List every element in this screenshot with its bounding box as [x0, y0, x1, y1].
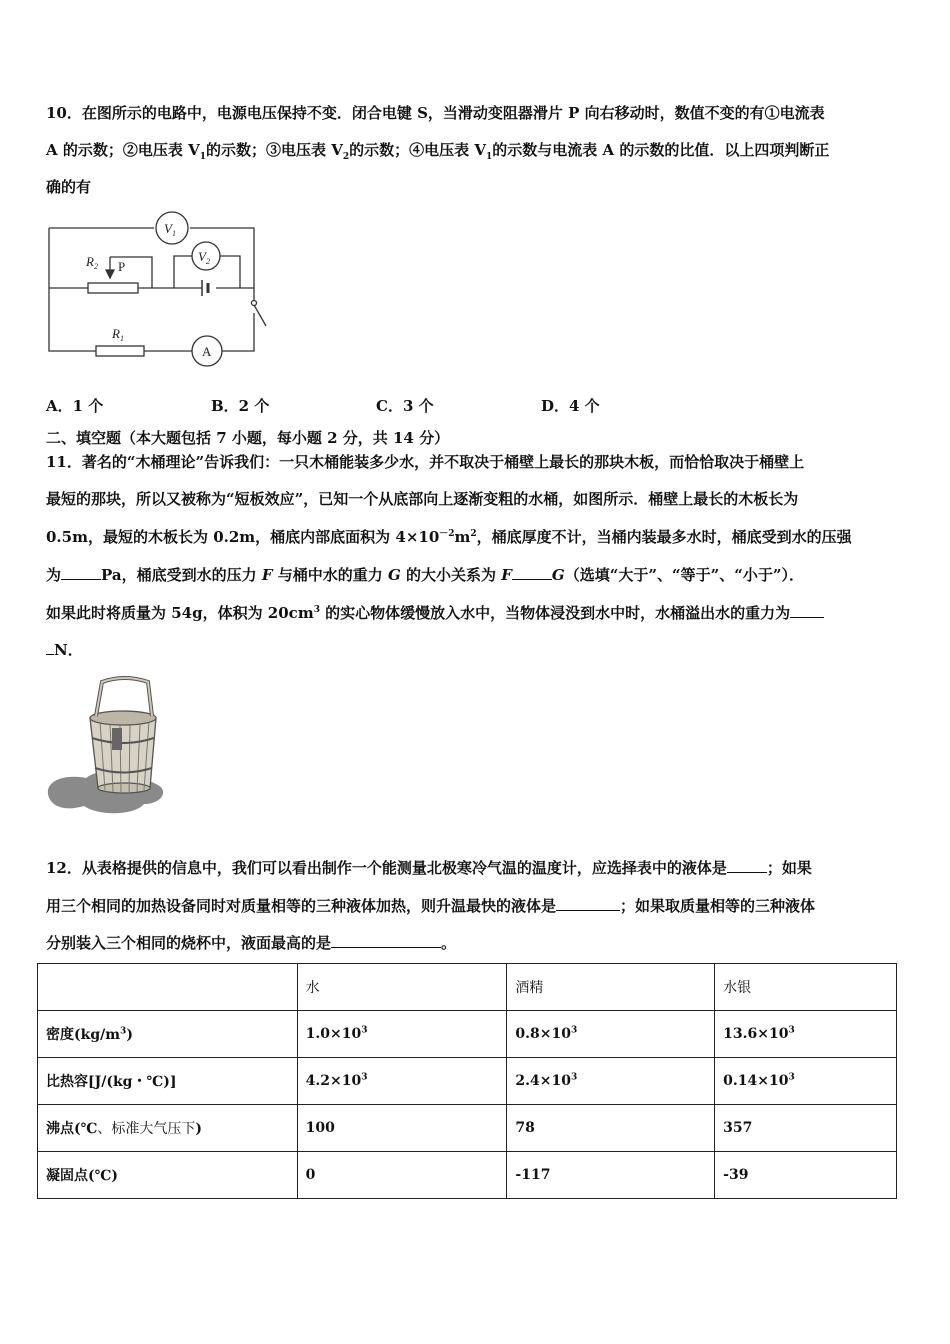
voltmeter-v1-icon: [156, 212, 188, 244]
table-cell: 357: [715, 1105, 897, 1152]
answer-blank-highest[interactable]: [331, 933, 441, 948]
svg-text:V2: $V_2$: [198, 249, 210, 266]
table-cell: 100: [297, 1105, 507, 1152]
row-label: 凝固点(℃): [38, 1152, 298, 1199]
circuit-diagram: [44, 208, 274, 374]
option-a[interactable]: A．1 个: [46, 397, 104, 415]
resistor-r1: [96, 346, 144, 356]
table-header-cell: 水: [297, 964, 507, 1011]
table-row: [38, 1058, 897, 1105]
answer-blank-fastest[interactable]: [556, 896, 620, 911]
q11-line-2: 最短的那块，所以又被称为“短板效应”，已知一个从底部向上逐渐变粗的水桶，如图所示．桶壁上最长的木板长为: [46, 490, 799, 508]
q10-line-1: 10．在图所示的电路中，电源电压保持不变．闭合电键 S，当滑动变阻器滑片 P 向右移动时，数值不变的有①电流表: [46, 104, 825, 122]
table-cell: -39: [715, 1152, 897, 1199]
q10-line-2: A 的示数；②电压表 $V_1$的示数；③电压表 $V_2$的示数；④电压表 $V_1$的示数与电流表 A 的示数的比值．以上四项判断正: [46, 141, 830, 162]
svg-text:R2: $R_2$: [86, 254, 98, 271]
table-row: [38, 1105, 897, 1152]
table-header-row: [38, 964, 897, 1011]
table-cell: 78: [507, 1105, 715, 1152]
option-d[interactable]: D．4 个: [541, 397, 600, 415]
table-header-cell: 水银: [715, 964, 897, 1011]
q11-line-6: N．: [46, 640, 83, 660]
table-row: [38, 1152, 897, 1199]
table-row: [38, 1011, 897, 1058]
table-cell: $13.6\times 10^3$: [715, 1011, 897, 1058]
answer-blank-overflow-part1[interactable]: [790, 603, 824, 618]
q11-line-3: 0.5m，最短的木板长为 0.2m，桶底内部底面积为 $4\times 10^{-2}m^2$，桶底厚度不计，当桶内装最多水时，桶底受到水的压强: [46, 528, 852, 546]
q12-line-1: 12．从表格提供的信息中，我们可以看出制作一个能测量北极寒冷气温的温度计，应选择表中的液体是 ；如果: [46, 859, 812, 877]
row-label: 比热容[J/(kg・℃)]: [38, 1058, 298, 1105]
rheostat-r2: [88, 283, 138, 293]
answer-blank-compare[interactable]: [512, 565, 552, 580]
answer-blank-pressure[interactable]: [61, 565, 101, 580]
slider-arrow-icon: [106, 270, 114, 278]
short-stave: [112, 728, 122, 750]
table-cell: $0.14\times 10^3$: [715, 1058, 897, 1105]
svg-text:R1: $R_1$: [112, 326, 124, 343]
q11-line-5: 如果此时将质量为 54g，体积为 $20cm^3$ 的实心物体缓慢放入水中，当物体浸没到水中时，水桶溢出水的重力为: [46, 603, 824, 623]
q12-line-3: 分别装入三个相同的烧杯中，液面最高的是 。: [46, 934, 457, 952]
answer-blank-overflow-part2[interactable]: [46, 640, 54, 655]
q11-line-1: 11．著名的“木桶理论”告诉我们：一只木桶能装多少水，并不取决于桶壁上最长的那块木板，而恰恰取决于桶壁上: [46, 453, 805, 471]
option-b[interactable]: B．2 个: [211, 397, 270, 415]
section-heading: 二、填空题（本大题包括 7 小题，每小题 2 分，共 14 分）: [46, 429, 450, 447]
table-cell: -117: [507, 1152, 715, 1199]
table-cell: $0.8\times 10^3$: [507, 1011, 715, 1058]
svg-text:A: A: [202, 344, 212, 359]
table-cell: $1.0\times 10^3$: [297, 1011, 507, 1058]
option-c[interactable]: C．3 个: [376, 397, 434, 415]
q11-line-4: 为 Pa，桶底受到水的压力 F 与桶中水的重力 G 的大小关系为 F G（选填“大于”、“等于”、“小于”）．: [46, 566, 804, 584]
liquid-properties-table: [37, 963, 897, 1199]
table-cell: $4.2\times 10^3$: [297, 1058, 507, 1105]
table-cell: $2.4\times 10^3$: [507, 1058, 715, 1105]
q12-line-2: 用三个相同的加热设备同时对质量相等的三种液体加热，则升温最快的液体是 ；如果取质量相等的三种液体: [46, 897, 816, 915]
wooden-bucket-illustration: [44, 676, 184, 822]
q10-line-3: 确的有: [46, 178, 92, 196]
svg-text:P: P: [118, 259, 126, 274]
row-label: 沸点(℃、标准大气压下): [38, 1105, 298, 1152]
table-cell: 0: [297, 1152, 507, 1199]
table-header-cell: [38, 964, 298, 1011]
row-label: 密度$(kg/m^3)$: [38, 1011, 298, 1058]
answer-blank-liquid[interactable]: [727, 858, 767, 873]
svg-text:V1: $V_1$: [164, 221, 176, 238]
table-header-cell: 酒精: [507, 964, 715, 1011]
